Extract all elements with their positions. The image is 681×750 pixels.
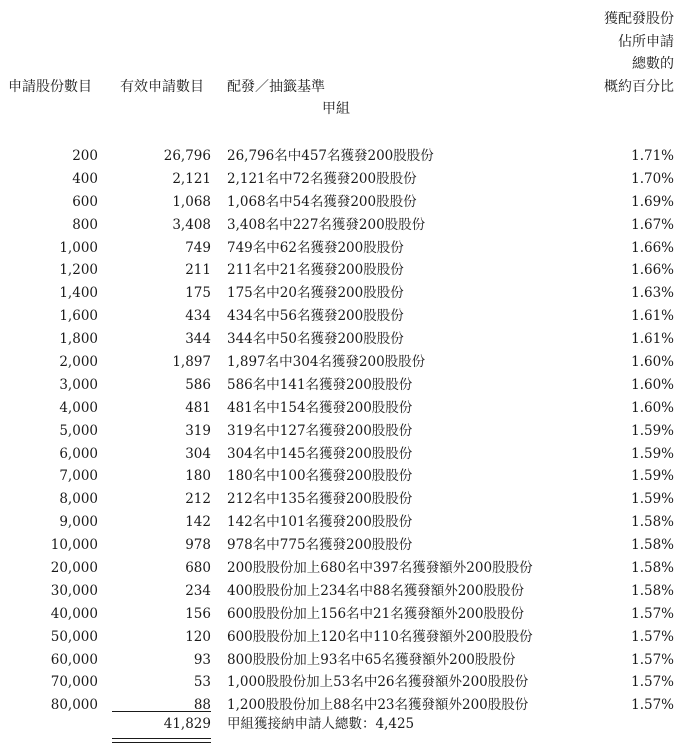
allocation-basis-cell: 344名中50名獲發200股股份 xyxy=(227,331,404,348)
valid-applications-cell: 319 xyxy=(185,422,211,439)
table-row xyxy=(0,328,681,351)
allocation-basis-cell: 142名中101名獲發200股股份 xyxy=(227,514,413,531)
valid-applications-cell: 212 xyxy=(185,491,211,508)
shares-cell: 600 xyxy=(72,193,98,210)
header-valid-applications: 有效申請數目 xyxy=(120,79,204,95)
percentage-cell: 1.66% xyxy=(631,262,674,279)
percentage-cell: 1.63% xyxy=(631,285,674,302)
table-row xyxy=(0,580,681,603)
valid-applications-cell: 481 xyxy=(185,399,211,416)
allocation-basis-cell: 319名中127名獲發200股股份 xyxy=(227,422,413,439)
header-shares-applied: 申請股份數目 xyxy=(8,79,92,95)
allocation-basis-cell: 200股股份加上680名中397名獲發額外200股股份 xyxy=(227,560,533,577)
percentage-cell: 1.59% xyxy=(631,422,674,439)
shares-cell: 80,000 xyxy=(50,697,98,714)
header-allocation-percentage xyxy=(604,8,674,98)
header-allocation-basis: 配發／抽籤基準 xyxy=(227,79,325,95)
allocation-basis-cell: 749名中62名獲發200股股份 xyxy=(227,239,404,256)
allocation-table xyxy=(0,145,681,717)
allocation-basis-cell: 586名中141名獲發200股股份 xyxy=(227,376,413,393)
shares-cell: 800 xyxy=(72,216,98,233)
total-rule xyxy=(112,711,211,712)
double-rule-lower xyxy=(112,742,211,743)
table-row xyxy=(0,649,681,672)
valid-applications-cell: 344 xyxy=(185,331,211,348)
shares-cell: 1,600 xyxy=(59,308,98,325)
table-row xyxy=(0,237,681,260)
header-pct-line-4: 概約百分比 xyxy=(604,78,674,95)
table-row xyxy=(0,603,681,626)
valid-applications-cell: 586 xyxy=(185,376,211,393)
percentage-cell: 1.58% xyxy=(631,514,674,531)
percentage-cell: 1.60% xyxy=(631,376,674,393)
allocation-basis-cell: 600股股份加上156名中21名獲發額外200股股份 xyxy=(227,605,524,622)
double-rule-upper xyxy=(112,738,211,739)
allocation-basis-cell: 212名中135名獲發200股股份 xyxy=(227,491,413,508)
allocation-basis-cell: 26,796名中457名獲發200股股份 xyxy=(227,148,434,164)
shares-cell: 40,000 xyxy=(50,605,98,622)
valid-applications-cell: 3,408 xyxy=(172,216,211,233)
table-row xyxy=(0,374,681,397)
valid-applications-cell: 53 xyxy=(193,674,211,691)
valid-applications-cell: 175 xyxy=(185,285,211,302)
allocation-basis-cell: 400股股份加上234名中88名獲發額外200股股份 xyxy=(227,582,524,599)
allocation-basis-cell: 1,897名中304名獲發200股股份 xyxy=(227,354,426,371)
percentage-cell: 1.61% xyxy=(631,331,674,348)
valid-applications-cell: 234 xyxy=(185,582,211,599)
valid-applications-cell: 1,068 xyxy=(172,193,211,210)
header-pct-line-3: 總數的 xyxy=(632,56,674,72)
header-pct-line-1: 獲配發股份 xyxy=(604,11,674,27)
percentage-cell: 1.66% xyxy=(631,239,674,256)
shares-cell: 200 xyxy=(72,148,98,164)
percentage-cell: 1.57% xyxy=(631,651,674,668)
table-row xyxy=(0,465,681,488)
percentage-cell: 1.61% xyxy=(631,308,674,325)
table-row xyxy=(0,397,681,420)
allocation-basis-cell: 304名中145名獲發200股股份 xyxy=(227,445,413,462)
percentage-cell: 1.59% xyxy=(631,491,674,508)
percentage-cell: 1.58% xyxy=(631,560,674,577)
valid-applications-cell: 93 xyxy=(193,651,211,668)
percentage-cell: 1.60% xyxy=(631,354,674,371)
shares-cell: 7,000 xyxy=(59,468,98,485)
shares-cell: 20,000 xyxy=(50,560,98,577)
percentage-cell: 1.58% xyxy=(631,537,674,554)
shares-cell: 9,000 xyxy=(59,514,98,531)
group-title: 甲組 xyxy=(322,101,350,117)
shares-cell: 5,000 xyxy=(59,422,98,439)
valid-applications-cell: 26,796 xyxy=(163,148,211,164)
percentage-cell: 1.57% xyxy=(631,674,674,691)
shares-cell: 4,000 xyxy=(59,399,98,416)
shares-cell: 1,000 xyxy=(59,239,98,256)
percentage-cell: 1.58% xyxy=(631,582,674,599)
valid-applications-cell: 304 xyxy=(185,445,211,462)
valid-applications-cell: 2,121 xyxy=(172,170,211,187)
allocation-basis-cell: 434名中56名獲發200股股份 xyxy=(227,308,404,325)
table-row xyxy=(0,351,681,374)
shares-cell: 10,000 xyxy=(50,537,98,554)
table-row xyxy=(0,214,681,237)
valid-applications-cell: 156 xyxy=(185,605,211,622)
percentage-cell: 1.67% xyxy=(631,216,674,233)
table-row xyxy=(0,420,681,443)
percentage-cell: 1.59% xyxy=(631,445,674,462)
valid-applications-cell: 88 xyxy=(193,697,211,714)
allocation-basis-cell: 180名中100名獲發200股股份 xyxy=(227,468,413,485)
allocation-basis-cell: 600股股份加上120名中110名獲發額外200股股份 xyxy=(227,628,533,645)
table-row xyxy=(0,488,681,511)
percentage-cell: 1.60% xyxy=(631,399,674,416)
valid-applications-cell: 211 xyxy=(185,262,211,279)
percentage-cell: 1.57% xyxy=(631,605,674,622)
percentage-cell: 1.59% xyxy=(631,468,674,485)
shares-cell: 1,800 xyxy=(59,331,98,348)
allocation-basis-cell: 1,000股股份加上53名中26名獲發額外200股股份 xyxy=(227,674,529,691)
header-pct-line-2: 佔所申請 xyxy=(618,33,674,50)
percentage-cell: 1.57% xyxy=(631,697,674,714)
allocation-basis-cell: 481名中154名獲發200股股份 xyxy=(227,399,413,416)
total-valid-applications: 41,829 xyxy=(163,716,211,732)
table-row xyxy=(0,511,681,534)
table-row xyxy=(0,443,681,466)
allocation-basis-cell: 800股股份加上93名中65名獲發額外200股股份 xyxy=(227,651,516,668)
table-row xyxy=(0,557,681,580)
shares-cell: 6,000 xyxy=(59,445,98,462)
allocation-basis-cell: 175名中20名獲發200股股份 xyxy=(227,285,404,302)
valid-applications-cell: 978 xyxy=(185,537,211,554)
table-row xyxy=(0,534,681,557)
table-row xyxy=(0,671,681,694)
allocation-basis-cell: 978名中775名獲發200股股份 xyxy=(227,537,413,554)
valid-applications-cell: 749 xyxy=(185,239,211,256)
shares-cell: 60,000 xyxy=(50,651,98,668)
shares-cell: 70,000 xyxy=(50,674,98,691)
percentage-cell: 1.71% xyxy=(631,148,674,164)
valid-applications-cell: 180 xyxy=(185,468,211,485)
allocation-basis-cell: 1,200股股份加上88名中23名獲發額外200股股份 xyxy=(227,697,529,714)
shares-cell: 1,400 xyxy=(59,285,98,302)
table-row xyxy=(0,168,681,191)
table-row xyxy=(0,145,681,168)
accepted-applicants-note: 甲組獲接納申請人總數：4,425 xyxy=(227,716,415,732)
percentage-cell: 1.57% xyxy=(631,628,674,645)
allocation-basis-cell: 3,408名中227名獲發200股股份 xyxy=(227,216,426,233)
valid-applications-cell: 680 xyxy=(185,560,211,577)
percentage-cell: 1.70% xyxy=(631,170,674,187)
valid-applications-cell: 434 xyxy=(185,308,211,325)
percentage-cell: 1.69% xyxy=(631,193,674,210)
table-row xyxy=(0,626,681,649)
allocation-basis-cell: 211名中21名獲發200股股份 xyxy=(227,262,404,279)
valid-applications-cell: 142 xyxy=(185,514,211,531)
valid-applications-cell: 1,897 xyxy=(172,354,211,371)
shares-cell: 1,200 xyxy=(59,262,98,279)
shares-cell: 2,000 xyxy=(59,354,98,371)
shares-cell: 8,000 xyxy=(59,491,98,508)
shares-cell: 50,000 xyxy=(50,628,98,645)
table-row xyxy=(0,282,681,305)
table-row xyxy=(0,191,681,214)
shares-cell: 3,000 xyxy=(59,376,98,393)
table-row xyxy=(0,259,681,282)
valid-applications-cell: 120 xyxy=(185,628,211,645)
allocation-basis-cell: 2,121名中72名獲發200股股份 xyxy=(227,170,417,187)
shares-cell: 400 xyxy=(72,170,98,187)
table-row xyxy=(0,305,681,328)
allocation-basis-cell: 1,068名中54名獲發200股股份 xyxy=(227,193,417,210)
shares-cell: 30,000 xyxy=(50,582,98,599)
